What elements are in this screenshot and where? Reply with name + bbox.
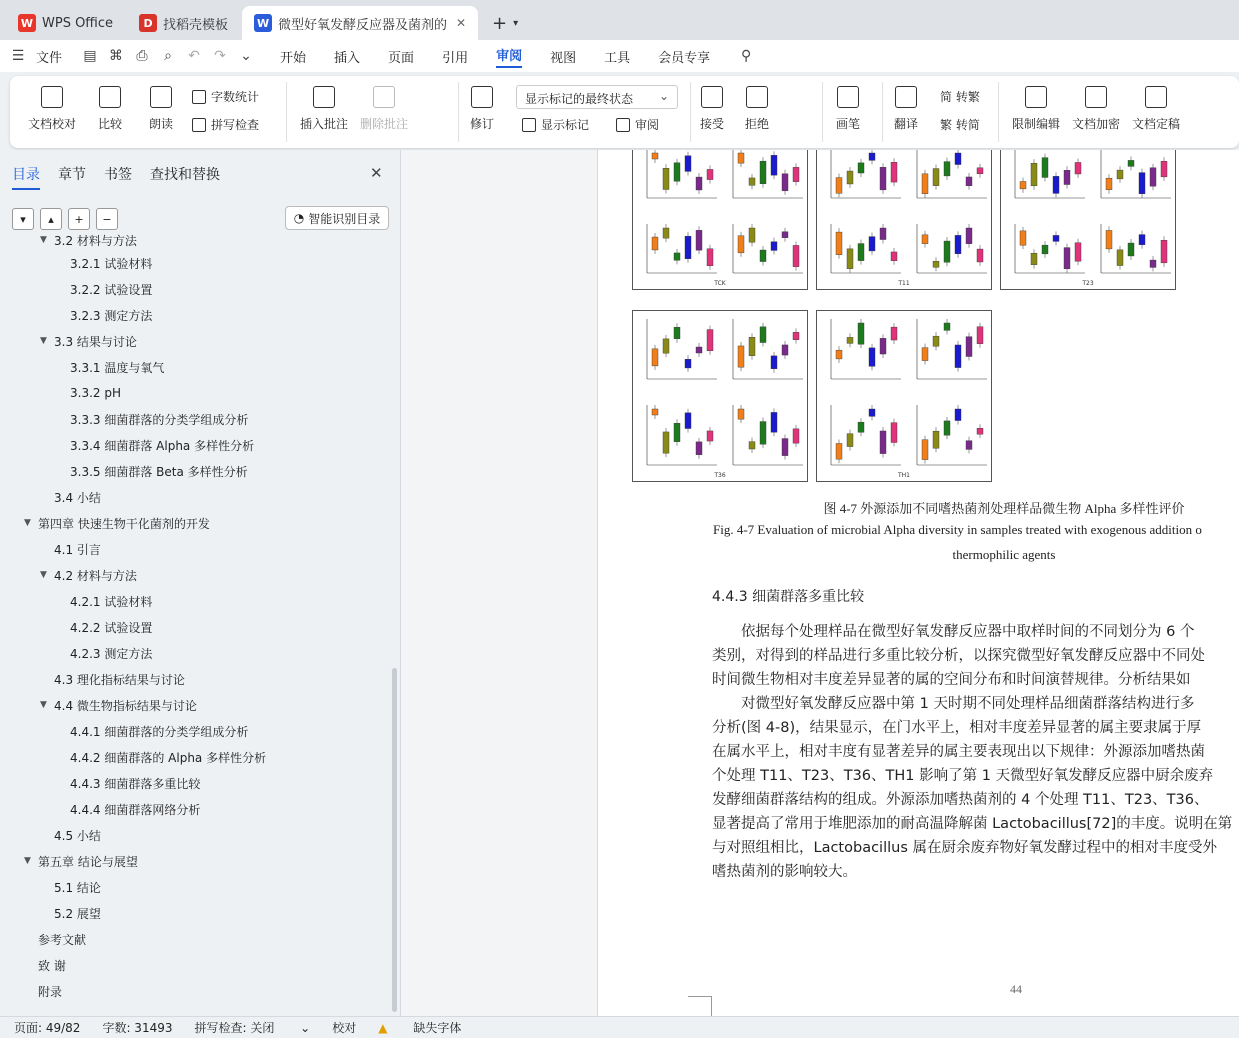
tab-template[interactable] bbox=[127, 6, 240, 40]
compare-label: 比较 bbox=[98, 117, 123, 131]
toc-item[interactable] bbox=[0, 588, 392, 614]
menu-vip[interactable]: 会员专享 bbox=[658, 50, 711, 66]
paragraph-line: 时间微生物相对丰度差异显著的属的空间分布和时间演替规律。分析结果如 bbox=[712, 672, 1191, 688]
doc-proof-label: 文档校对 bbox=[28, 117, 77, 131]
review-ribbon bbox=[10, 76, 1239, 148]
menu-bar bbox=[0, 40, 1239, 72]
toc-item-label: 3.2 材料与方法 bbox=[54, 233, 137, 248]
paragraph-line: 显著提高了常用于堆肥添加的耐高温降解菌 Lactobacillus[72]的丰度。说明在第 bbox=[712, 816, 1233, 832]
spell-check-status[interactable]: 拼写检查: 关闭 ⌄ bbox=[194, 1021, 311, 1035]
nav-tabs bbox=[12, 164, 238, 190]
pen-label: 画笔 bbox=[836, 117, 861, 131]
reject-icon bbox=[746, 86, 768, 108]
to-simplified-label: 繁 转简 bbox=[940, 118, 980, 132]
toc-item-label: 4.5 小结 bbox=[54, 828, 101, 843]
navigation-pane bbox=[0, 150, 401, 1016]
show-markup-label: 显示标记 bbox=[541, 118, 590, 132]
paragraph-line: 分析(图 4-8)，结果显示，在门水平上，相对丰度差异显著的属主要隶属于厚 bbox=[712, 720, 1202, 736]
toc-toggle-icon[interactable]: ▼ bbox=[24, 856, 31, 866]
restrict-edit-label: 限制编辑 bbox=[1012, 117, 1061, 131]
toc-item-label: 3.3 结果与讨论 bbox=[54, 334, 137, 349]
warning-icon: ▲ bbox=[378, 1021, 388, 1035]
toc-item-label: 致 谢 bbox=[38, 958, 66, 973]
toc-item[interactable] bbox=[0, 926, 392, 952]
doc-proof-icon bbox=[41, 86, 63, 108]
markup-state-value: 显示标记的最终状态 bbox=[525, 92, 634, 106]
toc-item[interactable] bbox=[0, 848, 392, 874]
toc-item[interactable] bbox=[0, 822, 392, 848]
insert-comment-button[interactable] bbox=[300, 86, 348, 132]
toc-item-label: 附录 bbox=[38, 984, 63, 999]
revise-label: 修订 bbox=[470, 117, 495, 131]
document-page bbox=[597, 150, 1239, 1016]
add-heading-icon[interactable]: + bbox=[68, 208, 90, 230]
toc-item[interactable] bbox=[0, 614, 392, 640]
doc-encrypt-label: 文档加密 bbox=[1072, 117, 1121, 131]
toc-item[interactable] bbox=[0, 692, 392, 718]
proof-status[interactable]: 校对 bbox=[332, 1021, 357, 1035]
toc-item-label: 第四章 快速生物干化菌剂的开发 bbox=[38, 516, 210, 531]
collapse-up-icon[interactable]: ▴ bbox=[40, 208, 62, 230]
toc-item[interactable] bbox=[0, 874, 392, 900]
toc-item[interactable] bbox=[0, 770, 392, 796]
print-icon[interactable]: ⎙ bbox=[136, 48, 148, 64]
toc-item-label: 3.3.4 细菌群落 Alpha 多样性分析 bbox=[70, 438, 255, 453]
boxplot-panel bbox=[816, 310, 992, 482]
toc-item-label: 5.2 展望 bbox=[54, 906, 101, 921]
translate-icon bbox=[895, 86, 917, 108]
revise-button[interactable] bbox=[470, 86, 494, 132]
redo-icon[interactable]: ↷ bbox=[214, 48, 226, 64]
markup-state-dropdown[interactable] bbox=[516, 85, 678, 109]
toc-item[interactable] bbox=[0, 230, 392, 250]
undo-icon[interactable]: ↶ bbox=[188, 48, 200, 64]
tab-wps-label: WPS Office bbox=[42, 15, 114, 31]
hamburger-icon[interactable]: ☰ bbox=[11, 48, 25, 64]
toc-item-label: 4.2.1 试验材料 bbox=[70, 594, 153, 609]
link-icon[interactable]: ⌘ bbox=[109, 48, 124, 64]
toc-item-label: 4.2 材料与方法 bbox=[54, 568, 137, 583]
tab-template-label: 找稻壳模板 bbox=[163, 17, 229, 33]
toc-toggle-icon[interactable]: ▼ bbox=[40, 700, 47, 710]
toc-item[interactable] bbox=[0, 432, 392, 458]
accept-icon bbox=[701, 86, 723, 108]
menu-home[interactable]: 开始 bbox=[280, 50, 307, 66]
paragraph-line: 嗜热菌剂的影响较大。 bbox=[712, 864, 857, 880]
insert-comment-label: 插入批注 bbox=[300, 117, 349, 131]
smart-icon: ◔ bbox=[293, 211, 305, 225]
to-simplified-button[interactable] bbox=[940, 116, 980, 133]
review-pane-label: 审阅 bbox=[635, 118, 660, 132]
panel-label: T23 bbox=[1082, 280, 1094, 287]
toc-item[interactable] bbox=[0, 640, 392, 666]
paragraph-line: 个处理 T11、T23、T36、TH1 影响了第 1 天微型好氧发酵反应器中厨余废弃 bbox=[712, 768, 1214, 784]
toc-item[interactable] bbox=[0, 718, 392, 744]
tab-chapters[interactable]: 章节 bbox=[58, 167, 86, 183]
panel-label: T36 bbox=[714, 472, 726, 479]
close-pane-icon[interactable]: ✕ bbox=[370, 164, 383, 182]
accept-label: 接受 bbox=[700, 117, 725, 131]
insert-comment-icon bbox=[313, 86, 335, 108]
toc-item-label: 3.3.3 细菌群落的分类学组成分析 bbox=[70, 412, 249, 427]
menu-insert[interactable]: 插入 bbox=[334, 50, 361, 66]
toc-item[interactable] bbox=[0, 406, 392, 432]
template-logo-icon: D bbox=[139, 14, 157, 32]
figure-caption-en-line2: thermophilic agents bbox=[952, 547, 1056, 562]
tab-wps-office[interactable] bbox=[6, 6, 125, 40]
to-traditional-button[interactable] bbox=[940, 88, 980, 105]
toc-item-label: 3.3.2 pH bbox=[70, 386, 121, 400]
paragraph-line: 对微型好氧发酵反应器中第 1 天时期不同处理样品细菌群落结构进行多 bbox=[712, 696, 1195, 712]
reject-button[interactable] bbox=[745, 86, 769, 132]
paragraph-line: 与对照组相比，Lactobacillus 属在厨余废弃物好氧发酵过程中的相对丰度受外 bbox=[712, 840, 1217, 856]
doc-finalize-label: 文档定稿 bbox=[1132, 117, 1181, 131]
tab-bookmarks[interactable]: 书签 bbox=[104, 167, 132, 183]
smart-toc-button[interactable] bbox=[285, 206, 389, 230]
toc-item[interactable] bbox=[0, 900, 392, 926]
toc-item[interactable] bbox=[0, 380, 392, 406]
menu-reference[interactable]: 引用 bbox=[442, 50, 469, 66]
status-bar bbox=[0, 1016, 1239, 1038]
more-chevron-icon[interactable]: ⌄ bbox=[240, 48, 252, 64]
panel-label: TH1 bbox=[898, 472, 910, 479]
spell-check-label: 拼写检查 bbox=[211, 118, 260, 132]
boxplot-panel bbox=[632, 310, 808, 482]
document-area bbox=[401, 150, 1239, 1016]
panel-label: T11 bbox=[898, 280, 910, 287]
remove-heading-icon[interactable]: − bbox=[96, 208, 118, 230]
paragraph-line: 发酵细菌群落结构的组成。外源添加嗜热菌剂的 4 个处理 T11、T23、T36、 bbox=[712, 792, 1209, 808]
toc-toggle-icon[interactable]: ▼ bbox=[24, 518, 31, 528]
word-count-label: 字数统计 bbox=[211, 90, 260, 104]
toc-item-label: 3.3.5 细菌群落 Beta 多样性分析 bbox=[70, 464, 248, 479]
spell-check-status-label: 拼写检查: 关闭 bbox=[194, 1021, 275, 1035]
tab-document-label: 微型好氧发酵反应器及菌剂的 bbox=[278, 17, 448, 33]
toc-item[interactable] bbox=[0, 458, 392, 484]
toc-item-label: 4.2.3 测定方法 bbox=[70, 646, 153, 661]
chevron-down-icon: ⌄ bbox=[658, 89, 669, 103]
toc-item[interactable] bbox=[0, 328, 392, 354]
spell-check-button[interactable] bbox=[192, 116, 259, 133]
toc-item[interactable] bbox=[0, 952, 392, 978]
reject-label: 拒绝 bbox=[745, 117, 770, 131]
toc-item-label: 3.2.1 试验材料 bbox=[70, 256, 153, 271]
toc-item[interactable] bbox=[0, 510, 392, 536]
boxplot-panel bbox=[816, 150, 992, 290]
toc-item[interactable] bbox=[0, 796, 392, 822]
toc-item[interactable] bbox=[0, 666, 392, 692]
toc-list bbox=[0, 233, 392, 1004]
chevron-down-icon: ▾ bbox=[513, 17, 519, 29]
tab-find-replace[interactable]: 查找和替换 bbox=[150, 167, 220, 183]
restrict-edit-button[interactable] bbox=[1012, 86, 1060, 132]
toc-item[interactable] bbox=[0, 250, 392, 276]
page-corner-mark bbox=[688, 996, 712, 1016]
panel-label: TCK bbox=[714, 280, 726, 287]
toc-item-label: 第五章 结论与展望 bbox=[38, 854, 138, 869]
toc-item-label: 5.1 结论 bbox=[54, 880, 101, 895]
read-aloud-icon bbox=[150, 86, 172, 108]
toc-item-label: 3.2.2 试验设置 bbox=[70, 282, 153, 297]
restrict-edit-icon bbox=[1025, 86, 1047, 108]
boxplot-panel bbox=[632, 150, 808, 290]
compare-icon bbox=[99, 86, 121, 108]
toc-toggle-icon[interactable]: ▼ bbox=[40, 570, 47, 580]
toc-item[interactable] bbox=[0, 276, 392, 302]
toc-item[interactable] bbox=[0, 536, 392, 562]
review-pane-icon bbox=[616, 118, 630, 132]
toc-scrollbar[interactable] bbox=[392, 668, 397, 1012]
read-aloud-button[interactable] bbox=[149, 86, 173, 132]
toc-item[interactable] bbox=[0, 354, 392, 380]
delete-comment-icon bbox=[373, 86, 395, 108]
toc-item[interactable] bbox=[0, 978, 392, 1004]
doc-proof-button[interactable] bbox=[28, 86, 76, 132]
doc-finalize-icon bbox=[1145, 86, 1167, 108]
show-markup-icon bbox=[522, 118, 536, 132]
page-number: 44 bbox=[1010, 982, 1022, 996]
menu-review[interactable]: 审阅 bbox=[496, 45, 522, 68]
translate-button[interactable] bbox=[894, 86, 918, 132]
toc-toggle-icon[interactable]: ▼ bbox=[40, 235, 47, 245]
tab-document[interactable] bbox=[242, 6, 478, 40]
word-doc-icon: W bbox=[254, 14, 272, 32]
paragraph-line: 类别，对得到的样品进行多重比较分析，以探究微型好氧发酵反应器中不同处 bbox=[712, 648, 1205, 664]
word-count[interactable]: 字数: 31493 bbox=[102, 1021, 173, 1035]
menu-file[interactable]: 文件 bbox=[36, 50, 63, 66]
doc-finalize-button[interactable] bbox=[1132, 86, 1180, 132]
page-count[interactable]: 页面: 49/82 bbox=[14, 1021, 81, 1035]
print-preview-icon[interactable]: ⌕ bbox=[164, 48, 172, 64]
show-markup-button[interactable] bbox=[522, 116, 589, 133]
doc-encrypt-button[interactable] bbox=[1072, 86, 1120, 132]
smart-toc-label: 智能识别目录 bbox=[308, 211, 381, 226]
toc-item-label: 3.2.3 测定方法 bbox=[70, 308, 153, 323]
paragraph-line: 在属水平上，相对丰度有显著差异的属主要表现出以下规律：外源添加嗜热菌 bbox=[712, 744, 1205, 760]
missing-font-status[interactable] bbox=[378, 1019, 483, 1036]
compare-button[interactable] bbox=[98, 86, 122, 132]
review-pane-button[interactable] bbox=[616, 116, 659, 133]
toc-item-label: 4.4.3 细菌群落多重比较 bbox=[70, 776, 201, 791]
to-traditional-label: 简 转繁 bbox=[940, 90, 980, 104]
title-tab-bar bbox=[0, 0, 1239, 40]
doc-encrypt-icon bbox=[1085, 86, 1107, 108]
toc-item[interactable] bbox=[0, 562, 392, 588]
accept-button[interactable] bbox=[700, 86, 724, 132]
delete-comment-label: 删除批注 bbox=[360, 117, 409, 131]
wps-logo-icon: W bbox=[18, 14, 36, 32]
revise-icon bbox=[471, 86, 493, 108]
expand-down-icon[interactable]: ▾ bbox=[12, 208, 34, 230]
missing-font-label: 缺失字体 bbox=[413, 1021, 462, 1035]
paragraph-line: 依据每个处理样品在微型好氧发酵反应器中取样时间的不同划分为 6 个 bbox=[712, 624, 1195, 640]
word-count-button[interactable] bbox=[192, 88, 259, 105]
close-icon[interactable]: ✕ bbox=[455, 16, 467, 30]
toc-item-label: 3.3.1 温度与氧气 bbox=[70, 360, 165, 375]
section-heading: 4.4.3 细菌群落多重比较 bbox=[712, 589, 865, 605]
menu-view[interactable]: 视图 bbox=[550, 50, 577, 66]
translate-label: 翻译 bbox=[894, 117, 919, 131]
tab-toc[interactable]: 目录 bbox=[12, 164, 40, 190]
toc-item-label: 4.4.1 细菌群落的分类学组成分析 bbox=[70, 724, 249, 739]
menu-page[interactable]: 页面 bbox=[388, 50, 415, 66]
save-icon[interactable]: ▤ bbox=[83, 48, 97, 64]
search-icon[interactable]: ⚲ bbox=[741, 48, 752, 64]
toc-item-label: 4.4.2 细菌群落的 Alpha 多样性分析 bbox=[70, 750, 267, 765]
boxplot-panel bbox=[1000, 150, 1176, 290]
toc-item[interactable] bbox=[0, 744, 392, 770]
toc-item-label: 4.2.2 试验设置 bbox=[70, 620, 153, 635]
delete-comment-button[interactable] bbox=[360, 86, 408, 132]
menu-tools[interactable]: 工具 bbox=[604, 50, 631, 66]
toc-item-label: 参考文献 bbox=[38, 932, 87, 947]
toc-item-label: 4.1 引言 bbox=[54, 542, 101, 557]
toc-item[interactable] bbox=[0, 302, 392, 328]
figure-caption-cn: 图 4-7 外源添加不同嗜热菌剂处理样品微生物 Alpha 多样性评价 bbox=[823, 501, 1185, 516]
spell-check-icon bbox=[192, 118, 206, 132]
read-aloud-label: 朗读 bbox=[149, 117, 174, 131]
toc-item-label: 4.3 理化指标结果与讨论 bbox=[54, 672, 185, 687]
toc-toggle-icon[interactable]: ▼ bbox=[40, 336, 47, 346]
toc-controls bbox=[12, 208, 124, 230]
toc-item-label: 3.4 小结 bbox=[54, 490, 101, 505]
alpha-diversity-figure bbox=[632, 150, 1152, 490]
toc-item[interactable] bbox=[0, 484, 392, 510]
pen-button[interactable] bbox=[836, 86, 860, 132]
toc-item-label: 4.4.4 细菌群落网络分析 bbox=[70, 802, 201, 817]
toc-item-label: 4.4 微生物指标结果与讨论 bbox=[54, 698, 197, 713]
figure-caption-en: Fig. 4-7 Evaluation of microbial Alpha diversity in samples treated with exogenous addition o bbox=[713, 522, 1202, 537]
new-tab-button[interactable]: + ▾ bbox=[492, 12, 519, 34]
pen-icon bbox=[837, 86, 859, 108]
word-count-icon bbox=[192, 90, 206, 104]
